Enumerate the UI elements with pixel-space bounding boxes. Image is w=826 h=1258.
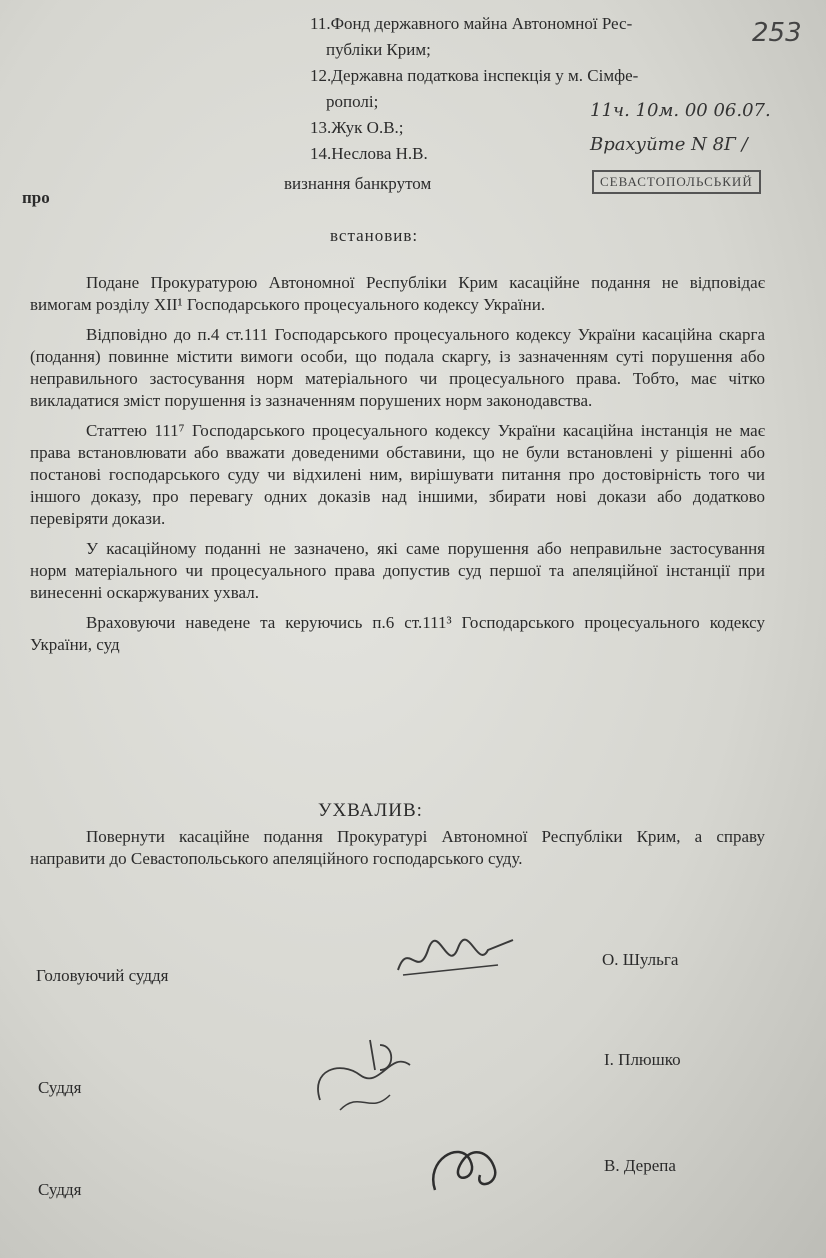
paragraph-2: Відповідно до п.4 ст.111 Господарського процесуального кодексу України касаційна скарга (подання) повинне містити вимоги особи, що подала скаргу, із зазначенням суті порушення або неправильного застосування норм матеріального чи процесуального права. Тобто, має чітко викладатися зміст порушення із зазначенням порушених норм законодавства. xyxy=(30,325,765,410)
paragraph-4: У касаційному поданні не зазначено, які саме порушення або неправильне застосування норм матеріального чи процесуального права допустив суд першої та апеляційної інстанції при винесенні оскаржуваних ухвал. xyxy=(30,539,765,602)
handwritten-note-line-2: Врахуйте N 8Г / xyxy=(590,134,748,155)
subject-prefix: про xyxy=(22,188,50,207)
body-text xyxy=(30,272,765,664)
signature-name-3: В. Дерепа xyxy=(604,1156,676,1175)
signature-role-1: Головуючий суддя xyxy=(36,966,169,985)
paragraph-1: Подане Прокуратурою Автономної Республіки Крим касаційне подання не відповідає вимогам розділу XII¹ Господарського процесуального кодексу України. xyxy=(30,273,765,314)
paragraph-3: Статтею 111⁷ Господарського процесуального кодексу України касаційна інстанція не має права встановлювати або вважати доведеними обставини, що не були встановлені у рішенні або постанові господарського суду чи відхилені ним, вирішувати питання про достовірність того чи іншого доказу, про перевагу одних доказів над іншими, збирати нові докази або додатково перевіряти докази. xyxy=(30,421,765,528)
header-line-1: 11.Фонд державного майна Автономної Рес- xyxy=(310,14,633,33)
signature-role-2: Суддя xyxy=(38,1078,82,1097)
decided-heading: УХВАЛИВ: xyxy=(318,800,423,821)
header-line-5: 13.Жук О.В.; xyxy=(310,118,404,137)
signature-role-3: Суддя xyxy=(38,1180,82,1199)
handwritten-signature-1 xyxy=(388,920,528,990)
decision-block xyxy=(30,826,765,878)
established-heading: встановив: xyxy=(330,226,419,245)
handwritten-signature-2 xyxy=(300,1030,440,1120)
header-line-3: 12.Державна податкова інспекція у м. Сімфе- xyxy=(310,66,639,85)
paragraph-5: Враховуючи наведене та керуючись п.6 ст.111³ Господарського процесуального кодексу України, суд xyxy=(30,613,765,654)
header-line-4: рополі; xyxy=(326,92,379,111)
subject-text: визнання банкрутом xyxy=(284,174,432,193)
header-line-2: публіки Крим; xyxy=(326,40,431,59)
signature-name-1: О. Шульга xyxy=(602,950,679,969)
header-line-6: 14.Неслова Н.В. xyxy=(310,144,428,163)
handwritten-signature-3 xyxy=(420,1130,510,1200)
page-number: 253 xyxy=(752,18,802,48)
decision-text: Повернути касаційне подання Прокуратурі Автономної Республіки Крим, а справу направити до Севастопольського апеляційного господарського суду. xyxy=(30,827,765,868)
handwritten-note-line-1: 11ч. 10м. 00 06.07. xyxy=(590,100,771,121)
signature-name-2: І. Плюшко xyxy=(604,1050,681,1069)
office-stamp: СЕВАСТОПОЛЬСЬКИЙ xyxy=(592,170,761,194)
